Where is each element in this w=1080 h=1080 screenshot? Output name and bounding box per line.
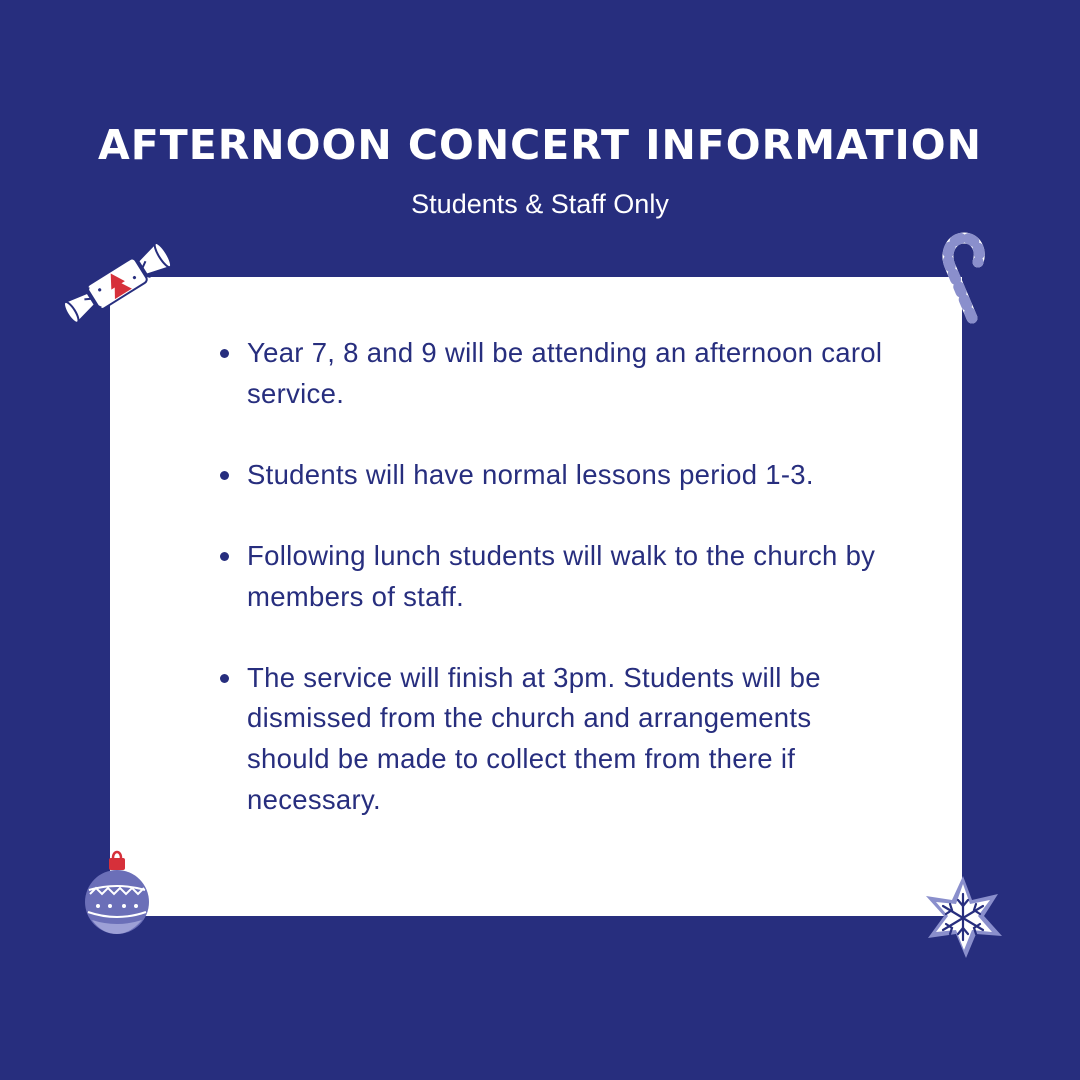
- list-item: [247, 455, 887, 496]
- bauble-ornament-icon: [80, 848, 154, 938]
- list-item-text: Students will have normal lessons period 1-3.: [247, 458, 814, 490]
- bullet-dot-icon: [220, 674, 229, 683]
- list-item: [247, 333, 887, 414]
- snowflake-icon: [916, 872, 1010, 962]
- list-item: [247, 658, 887, 820]
- list-item-text: Following lunch students will walk to the church by members of staff.: [247, 539, 876, 612]
- bullet-dot-icon: [220, 349, 229, 358]
- bullet-list: [247, 333, 887, 861]
- christmas-cracker-icon: [52, 228, 180, 336]
- list-item: [247, 536, 887, 617]
- bullet-dot-icon: [220, 471, 229, 480]
- page-title: AFTERNOON CONCERT INFORMATION: [98, 121, 982, 169]
- candy-cane-icon: [936, 232, 988, 324]
- list-item-text: The service will finish at 3pm. Students will be dismissed from the church and arrangements should be made to collect them from there if necessary.: [247, 661, 821, 815]
- info-card: [110, 277, 962, 916]
- bullet-dot-icon: [220, 552, 229, 561]
- list-item-text: Year 7, 8 and 9 will be attending an afternoon carol service.: [247, 337, 883, 409]
- page-subtitle: Students & Staff Only: [411, 189, 669, 219]
